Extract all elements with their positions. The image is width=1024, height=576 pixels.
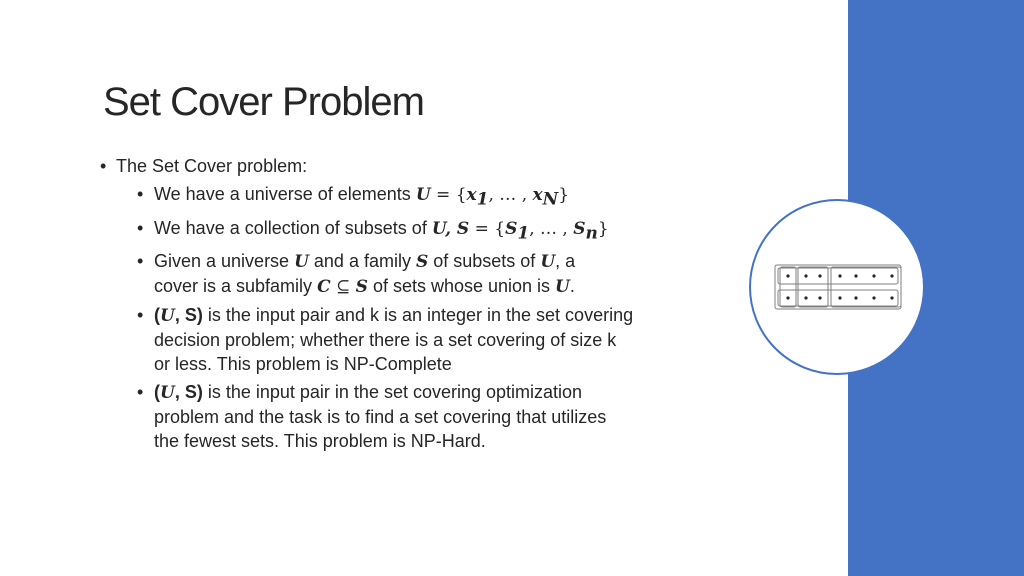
element-dot	[890, 274, 893, 277]
element-dot	[854, 296, 857, 299]
bullet-dot: •	[137, 184, 144, 204]
subset-col-2	[798, 267, 828, 307]
bullet-item-0	[100, 154, 660, 178]
element-dot	[872, 296, 875, 299]
bullet-text: and a family	[308, 251, 416, 272]
math-s1: S	[505, 218, 518, 239]
math-eq: = {	[430, 185, 467, 205]
bullet-text: of sets whose union is	[367, 276, 556, 297]
slide-title: Set Cover Problem	[103, 80, 424, 124]
math-s: S	[355, 277, 368, 298]
element-dot	[872, 274, 875, 277]
math-u: U	[540, 252, 556, 273]
element-dot	[786, 274, 789, 277]
bullet-text: Given a universe	[154, 251, 295, 272]
math-s1-sub: 1	[517, 223, 530, 244]
bullet-dot: •	[137, 305, 144, 326]
bullet-item-5	[100, 380, 634, 453]
bullet-dot: •	[137, 217, 144, 238]
element-dot	[804, 274, 807, 277]
bullet-dot: •	[137, 382, 144, 403]
bullet-text: , a	[555, 251, 576, 272]
math-subseteq: ⊆	[330, 277, 356, 298]
bullet-text: cover is a subfamily	[154, 276, 318, 297]
element-dot	[890, 296, 893, 299]
math-ellipsis: , … ,	[488, 185, 533, 205]
bullet-item-4	[100, 303, 634, 376]
bullet-text: We have a collection of subsets of	[154, 217, 432, 238]
set-cover-diagram	[774, 264, 904, 312]
bullet-text: is the input pair and k is an integer in the set covering decision problem; whether there is a set covering of size k or less. This problem is NP-Complete	[154, 305, 634, 375]
element-dot	[854, 274, 857, 277]
math-u: U	[555, 277, 570, 298]
pair-open: (	[154, 382, 160, 403]
element-dot	[838, 274, 841, 277]
pair-rest: , S)	[174, 382, 203, 403]
math-s: S	[415, 252, 429, 273]
math-sn-sub: n	[585, 223, 598, 244]
bullet-item-3	[100, 249, 660, 299]
bullet-item-2	[100, 216, 660, 246]
element-dot	[818, 296, 821, 299]
bullet-text: We have a universe of elements	[154, 184, 416, 204]
bullet-item-1	[100, 182, 660, 212]
bullet-line	[154, 249, 660, 274]
bullet-line	[154, 274, 660, 299]
element-dot	[804, 296, 807, 299]
subset-col-1	[780, 267, 796, 307]
math-u: U	[160, 306, 175, 327]
math-eq: = {	[469, 218, 506, 239]
bullet-dot: •	[137, 251, 144, 272]
math-sn: S	[573, 218, 586, 239]
math-xn: x	[532, 185, 543, 205]
math-us: U, S	[431, 218, 470, 239]
pair-open: (	[154, 305, 160, 326]
bullet-dot: •	[100, 156, 107, 176]
pair-rest: , S)	[174, 305, 203, 326]
bullet-list	[100, 154, 660, 453]
math-u: U	[160, 383, 175, 404]
element-dot	[786, 296, 789, 299]
bullet-text: of subsets of	[428, 251, 541, 272]
element-dot	[838, 296, 841, 299]
math-universe: U	[415, 185, 431, 205]
math-xn-sub: N	[542, 189, 559, 210]
element-dot	[818, 274, 821, 277]
math-close: }	[597, 218, 609, 239]
bullet-text: The Set Cover problem:	[116, 156, 308, 176]
bullet-text: .	[569, 276, 575, 297]
math-x1: x	[466, 185, 477, 205]
math-close: }	[558, 185, 570, 205]
math-u: U	[294, 252, 309, 273]
math-x1-sub: 1	[476, 189, 489, 210]
bullet-text: is the input pair in the set covering optimization problem and the task is to find a set covering that utilizes the fewest sets. This problem is NP-Hard.	[154, 382, 607, 452]
math-ellipsis: , … ,	[529, 218, 574, 239]
universe-set-outline	[775, 265, 901, 309]
subset-col-3	[831, 267, 901, 307]
math-c: C	[317, 277, 331, 298]
